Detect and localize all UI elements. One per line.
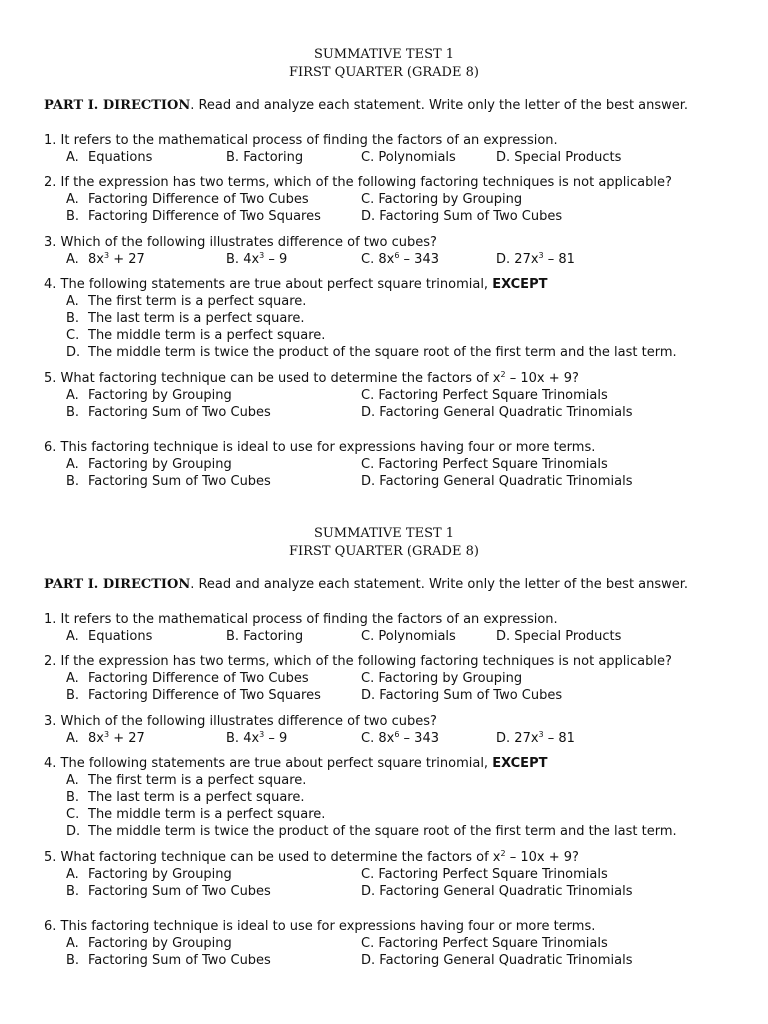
test-title: SUMMATIVE TEST 1	[313, 47, 455, 62]
q4-option-d: D. The middle term is twice the product of the square root of the first term and the last term.	[66, 824, 677, 839]
direction-text: . Read and analyze each statement. Write only the letter of the best answer.	[190, 98, 689, 113]
q2-option-b: B. Factoring Difference of Two Squares	[66, 209, 321, 224]
test-copy-2	[0, 479, 768, 968]
q6-option-b: B. Factoring Sum of Two Cubes	[66, 953, 271, 968]
question-1: 1. It refers to the mathematical process of finding the factors of an expression.	[44, 133, 558, 148]
q5-option-d: D. Factoring General Quadratic Trinomials	[361, 884, 633, 899]
q3-option-d: D. $27x^3 - 81$	[496, 251, 575, 267]
q1-option-c: C. Polynomials	[361, 150, 456, 165]
q3-option-b: B. $4x^3 - 9$	[226, 730, 288, 746]
q2-option-d: D. Factoring Sum of Two Cubes	[361, 209, 563, 224]
q6-option-b: B. Factoring Sum of Two Cubes	[66, 474, 271, 489]
q3-option-b: B. $4x^3 - 9$	[226, 251, 288, 267]
q1-option-a: A. Equations	[66, 629, 153, 644]
question-4: 4. The following statements are true about perfect square trinomial, EXCEPT	[44, 756, 548, 771]
q4-option-a: A. The first term is a perfect square.	[66, 773, 307, 788]
q4-option-b: B. The last term is a perfect square.	[66, 790, 305, 805]
q6-option-a: A. Factoring by Grouping	[66, 457, 232, 472]
q5-option-b: B. Factoring Sum of Two Cubes	[66, 884, 271, 899]
test-subtitle: FIRST QUARTER (GRADE 8)	[289, 544, 479, 559]
q1-option-d: D. Special Products	[496, 150, 622, 165]
q3-option-d: D. $27x^3 - 81$	[496, 730, 575, 746]
q1-option-b: B. Factoring	[226, 629, 304, 644]
q6-option-d: D. Factoring General Quadratic Trinomials	[361, 953, 633, 968]
question-1: 1. It refers to the mathematical process of finding the factors of an expression.	[44, 612, 558, 627]
q3-option-a: A. $8x^3 + 27$	[66, 730, 145, 746]
direction	[44, 98, 688, 114]
q5-option-a: A. Factoring by Grouping	[66, 388, 232, 403]
question-3: 3. Which of the following illustrates difference of two cubes?	[44, 714, 437, 729]
q2-option-b: B. Factoring Difference of Two Squares	[66, 688, 321, 703]
direction	[44, 577, 688, 593]
test-subtitle: FIRST QUARTER (GRADE 8)	[289, 65, 479, 80]
except-emphasis: EXCEPT	[492, 756, 548, 771]
question-6: 6. This factoring technique is ideal to use for expressions having four or more terms.	[44, 919, 596, 934]
q4-option-a: A. The first term is a perfect square.	[66, 294, 307, 309]
q4-option-d: D. The middle term is twice the product of the square root of the first term and the last term.	[66, 345, 677, 360]
q6-option-d: D. Factoring General Quadratic Trinomials	[361, 474, 633, 489]
q5-option-a: A. Factoring by Grouping	[66, 867, 232, 882]
q1-option-a: A. Equations	[66, 150, 153, 165]
q2-option-c: C. Factoring by Grouping	[361, 671, 523, 686]
q6-option-c: C. Factoring Perfect Square Trinomials	[361, 936, 608, 951]
q1-option-c: C. Polynomials	[361, 629, 456, 644]
except-emphasis: EXCEPT	[492, 277, 548, 292]
test-copy-1	[0, 0, 768, 489]
question-2: 2. If the expression has two terms, which of the following factoring techniques is not applicable?	[44, 654, 672, 669]
question-5: 5. What factoring technique can be used to determine the factors of $x^2 - 10x + 9$?	[44, 370, 579, 386]
q1-option-d: D. Special Products	[496, 629, 622, 644]
direction-text: . Read and analyze each statement. Write only the letter of the best answer.	[190, 577, 689, 592]
q3-option-a: A. $8x^3 + 27$	[66, 251, 145, 267]
q4-option-c: C. The middle term is a perfect square.	[66, 328, 326, 343]
q4-option-c: C. The middle term is a perfect square.	[66, 807, 326, 822]
question-2: 2. If the expression has two terms, which of the following factoring techniques is not applicable?	[44, 175, 672, 190]
direction-lead: PART I. DIRECTION	[44, 577, 191, 592]
q2-option-c: C. Factoring by Grouping	[361, 192, 523, 207]
question-4: 4. The following statements are true about perfect square trinomial, EXCEPT	[44, 277, 548, 292]
q5-option-d: D. Factoring General Quadratic Trinomials	[361, 405, 633, 420]
q5-option-c: C. Factoring Perfect Square Trinomials	[361, 867, 608, 882]
q6-option-c: C. Factoring Perfect Square Trinomials	[361, 457, 608, 472]
q5-option-b: B. Factoring Sum of Two Cubes	[66, 405, 271, 420]
q2-option-a: A. Factoring Difference of Two Cubes	[66, 671, 309, 686]
q2-option-a: A. Factoring Difference of Two Cubes	[66, 192, 309, 207]
direction-lead: PART I. DIRECTION	[44, 98, 191, 113]
question-5: 5. What factoring technique can be used to determine the factors of $x^2 - 10x + 9$?	[44, 849, 579, 865]
q3-option-c: C. $8x^6 - 343$	[361, 251, 439, 267]
q5-option-c: C. Factoring Perfect Square Trinomials	[361, 388, 608, 403]
question-3: 3. Which of the following illustrates difference of two cubes?	[44, 235, 437, 250]
q2-option-d: D. Factoring Sum of Two Cubes	[361, 688, 563, 703]
q1-option-b: B. Factoring	[226, 150, 304, 165]
q3-option-c: C. $8x^6 - 343$	[361, 730, 439, 746]
question-6: 6. This factoring technique is ideal to use for expressions having four or more terms.	[44, 440, 596, 455]
q4-option-b: B. The last term is a perfect square.	[66, 311, 305, 326]
q6-option-a: A. Factoring by Grouping	[66, 936, 232, 951]
test-title: SUMMATIVE TEST 1	[313, 526, 455, 541]
